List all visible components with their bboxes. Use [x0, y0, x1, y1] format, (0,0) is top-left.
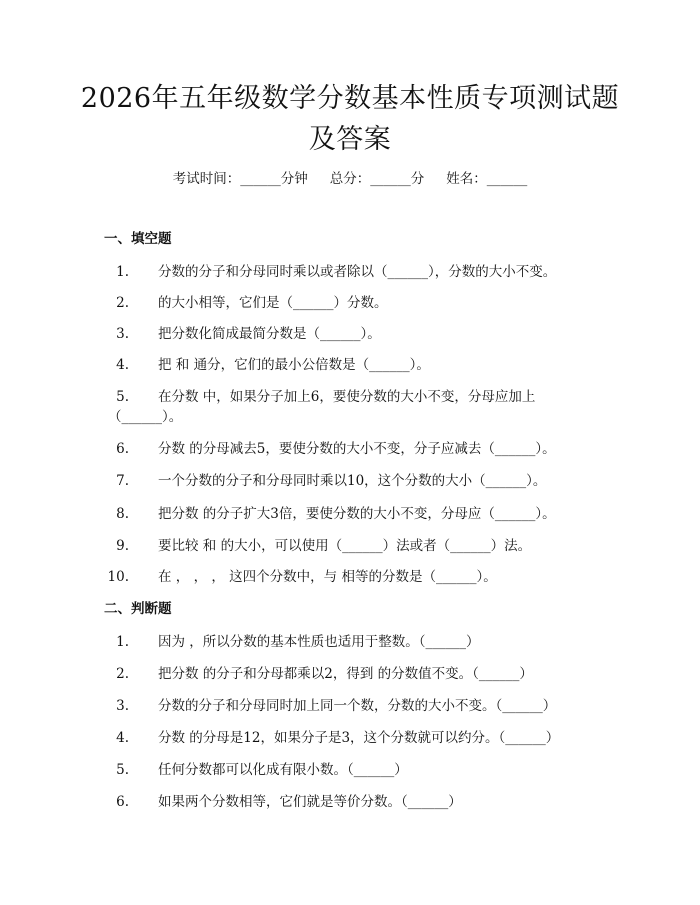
question-item: [104, 697, 594, 715]
question-text: 把 和 通分，它们的最小公倍数是（______）。: [158, 357, 430, 373]
section-heading-fill-blank: 一、填空题: [104, 231, 172, 247]
question-item: [104, 388, 594, 406]
question-text: 的大小相等，它们是（______）分数。: [158, 295, 388, 311]
question-number: 4.: [116, 730, 129, 746]
question-number: 10.: [107, 569, 129, 585]
question-text: 分数的分子和分母同时乘以或者除以（______），分数的大小不变。: [158, 264, 557, 280]
question-item: [104, 633, 594, 651]
question-item: [104, 729, 594, 747]
student-name: 姓名：______: [446, 171, 528, 187]
question-item: [104, 793, 594, 811]
question-item: [104, 325, 594, 343]
question-text: 在分数 中，如果分子加上6，要使分数的大小不变，分母应加上: [158, 389, 536, 405]
question-item: [104, 440, 594, 458]
section-heading-true-false: 二、判断题: [104, 601, 172, 617]
question-number: 7.: [116, 473, 129, 489]
question-item: [104, 263, 594, 281]
question-number: 5.: [116, 762, 129, 778]
title-line-2: 及答案: [308, 124, 392, 155]
question-item: [104, 505, 594, 523]
question-text-continued: （______）。: [108, 409, 183, 425]
question-text: 分数的分子和分母同时加上同一个数，分数的大小不变。（______）: [158, 698, 557, 714]
question-number: 3.: [116, 326, 129, 342]
question-number: 3.: [116, 698, 129, 714]
question-item: [104, 537, 594, 555]
question-number: 8.: [116, 506, 129, 522]
question-number: 2.: [116, 295, 129, 311]
question-text: 一个分数的分子和分母同时乘以10，这个分数的大小（______）。: [158, 473, 547, 489]
question-item: [104, 356, 594, 374]
question-text: 分数 的分母是12，如果分子是3，这个分数就可以约分。（______）: [158, 730, 560, 746]
page-title: [60, 78, 640, 160]
question-number: 5.: [116, 389, 129, 405]
question-text: 分数 的分母减去5，要使分数的大小不变，分子应减去（______）。: [158, 441, 556, 457]
question-text: 把分数化简成最简分数是（______）。: [158, 326, 381, 342]
question-text: 把分数 的分子扩大3倍，要使分数的大小不变，分母应（______）。: [158, 506, 556, 522]
question-number: 6.: [116, 794, 129, 810]
question-item: [104, 568, 594, 586]
question-text: 要比较 和 的大小，可以使用（______）法或者（______）法。: [158, 538, 532, 554]
question-item: [104, 761, 594, 779]
question-number: 6.: [116, 441, 129, 457]
question-number: 4.: [116, 357, 129, 373]
exam-time: 考试时间：______分钟: [172, 171, 308, 187]
question-text: 因为 ，所以分数的基本性质也适用于整数。（______）: [158, 634, 480, 650]
question-text: 任何分数都可以化成有限小数。（______）: [158, 762, 408, 778]
question-item: [104, 665, 594, 683]
question-item: [104, 472, 594, 490]
question-number: 1.: [116, 264, 129, 280]
exam-score: 总分：______分: [329, 171, 425, 187]
question-number: 2.: [116, 666, 129, 682]
question-number: 1.: [116, 634, 129, 650]
exam-meta: [0, 170, 700, 188]
question-number: 9.: [116, 538, 129, 554]
question-text: 如果两个分数相等，它们就是等价分数。（______）: [158, 794, 462, 810]
title-line-1: 2026年五年级数学分数基本性质专项测试题: [80, 83, 620, 114]
question-item: [104, 294, 594, 312]
question-text: 在 ， ， ， 这四个分数中，与 相等的分数是（______）。: [158, 569, 497, 585]
question-text: 把分数 的分子和分母都乘以2，得到 的分数值不变。（______）: [158, 666, 533, 682]
